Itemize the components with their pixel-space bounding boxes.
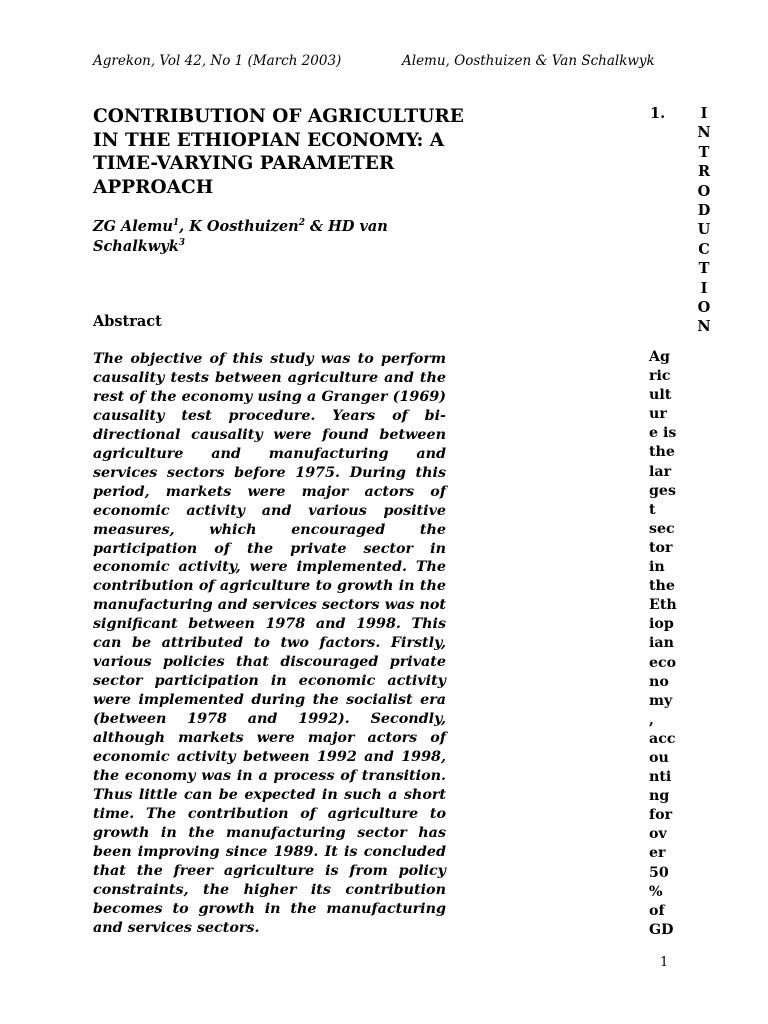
section-number: 1.: [650, 105, 666, 122]
introduction-text-fragment: t: [649, 501, 656, 518]
introduction-text-fragment: nti: [649, 769, 672, 786]
section-title-letter: O: [697, 299, 711, 317]
introduction-text-fragment: of: [649, 902, 665, 919]
introduction-text-fragment: lar: [649, 463, 672, 480]
section-title-letter: T: [698, 260, 710, 278]
introduction-text-fragment: ult: [649, 387, 672, 404]
introduction-text-fragment: ric: [649, 368, 671, 385]
introduction-text-fragment: tor: [649, 539, 673, 556]
section-title-letter: N: [697, 318, 711, 336]
author-list: ZG Alemu$^1$, K Oosthuizen$^2$ & HD van Schalkwyk$^3$: [93, 218, 388, 255]
section-title-letter: I: [700, 105, 708, 122]
section-title-letter: T: [698, 143, 710, 161]
author-affiliation-mark: 3: [178, 238, 186, 249]
abstract-heading: Abstract: [93, 313, 162, 330]
introduction-text-fragment: the: [649, 578, 675, 595]
introduction-text-fragment: sec: [649, 520, 675, 537]
introduction-text-fragment: %: [649, 883, 663, 900]
introduction-text-fragment: in: [649, 559, 665, 576]
introduction-text-fragment: my: [649, 692, 673, 709]
running-head-authors: Alemu, Oosthuizen & Van Schalkwyk: [402, 53, 655, 69]
introduction-text-fragment: Eth: [649, 597, 677, 614]
section-title-letter: O: [697, 182, 711, 200]
introduction-text-fragment: ou: [649, 749, 669, 766]
section-title-letter: I: [700, 279, 708, 297]
introduction-text-fragment: 50: [649, 864, 669, 881]
author-name: HD van Schalkwyk: [93, 218, 388, 255]
page-number: 1: [660, 955, 669, 970]
author-name: K Oosthuizen: [189, 218, 299, 235]
section-title-letter: U: [697, 221, 711, 239]
introduction-text-fragment: ng: [649, 788, 670, 805]
introduction-text-fragment: er: [649, 845, 666, 862]
running-head-journal: Agrekon, Vol 42, No 1 (March 2003): [93, 53, 342, 69]
introduction-text-fragment: ov: [649, 826, 667, 843]
introduction-text-fragment: ian: [649, 635, 674, 652]
author-name: ZG Alemu: [93, 218, 173, 235]
introduction-text-column: [649, 348, 679, 940]
introduction-text-fragment: ges: [649, 482, 676, 499]
introduction-text-fragment: no: [649, 673, 669, 690]
section-title-letter: N: [697, 124, 711, 142]
introduction-text-fragment: iop: [649, 616, 674, 633]
author-affiliation-mark: 2: [298, 218, 305, 229]
introduction-text-fragment: e is: [649, 425, 677, 442]
introduction-text-fragment: ,: [649, 711, 654, 728]
author-affiliation-mark: 1: [172, 218, 180, 229]
introduction-text-fragment: GD: [649, 921, 674, 938]
section-title-letter: C: [698, 240, 710, 258]
paper-title: CONTRIBUTION OF AGRICULTURE IN THE ETHIOPIAN ECONOMY: A TIME-VARYING PARAMETER APPROACH: [93, 106, 464, 198]
introduction-text-fragment: acc: [649, 730, 676, 747]
section-title: [696, 104, 712, 337]
abstract-body: The objective of this study was to perform causality tests between agriculture and the rest of the economy using a Granger (1969) causality test procedure. Years of bi-directional causality were found between agriculture and manufacturing and services sectors before 1975. During this period, markets were major actors of economic activity and various positive measures, which encouraged the participation of the private sector in economic activity, were implemented. The contribution of agriculture to growth in the manufacturing and services sectors was not significant between 1978 and 1998. This can be attributed to two factors. Firstly, various policies that discouraged private sector participation in economic activity were implemented during the socialist era (between 1978 and 1992). Secondly, although markets were major actors of economic activity between 1992 and 1998, the economy was in a process of transition. Thus little can be expected in such a short time. The contribution of agriculture to growth in the manufacturing sector has been improving since 1989. It is concluded that the freer agriculture is from policy constraints, the higher its contribution becomes to growth in the manufacturing and services sectors.: [93, 351, 446, 936]
section-title-letter: D: [697, 202, 711, 220]
introduction-text-fragment: eco: [649, 654, 677, 671]
introduction-text-fragment: the: [649, 444, 675, 461]
introduction-text-fragment: for: [649, 807, 673, 824]
introduction-text-fragment: ur: [649, 406, 667, 423]
section-title-letter: R: [697, 163, 711, 181]
introduction-text-fragment: Ag: [649, 349, 670, 365]
